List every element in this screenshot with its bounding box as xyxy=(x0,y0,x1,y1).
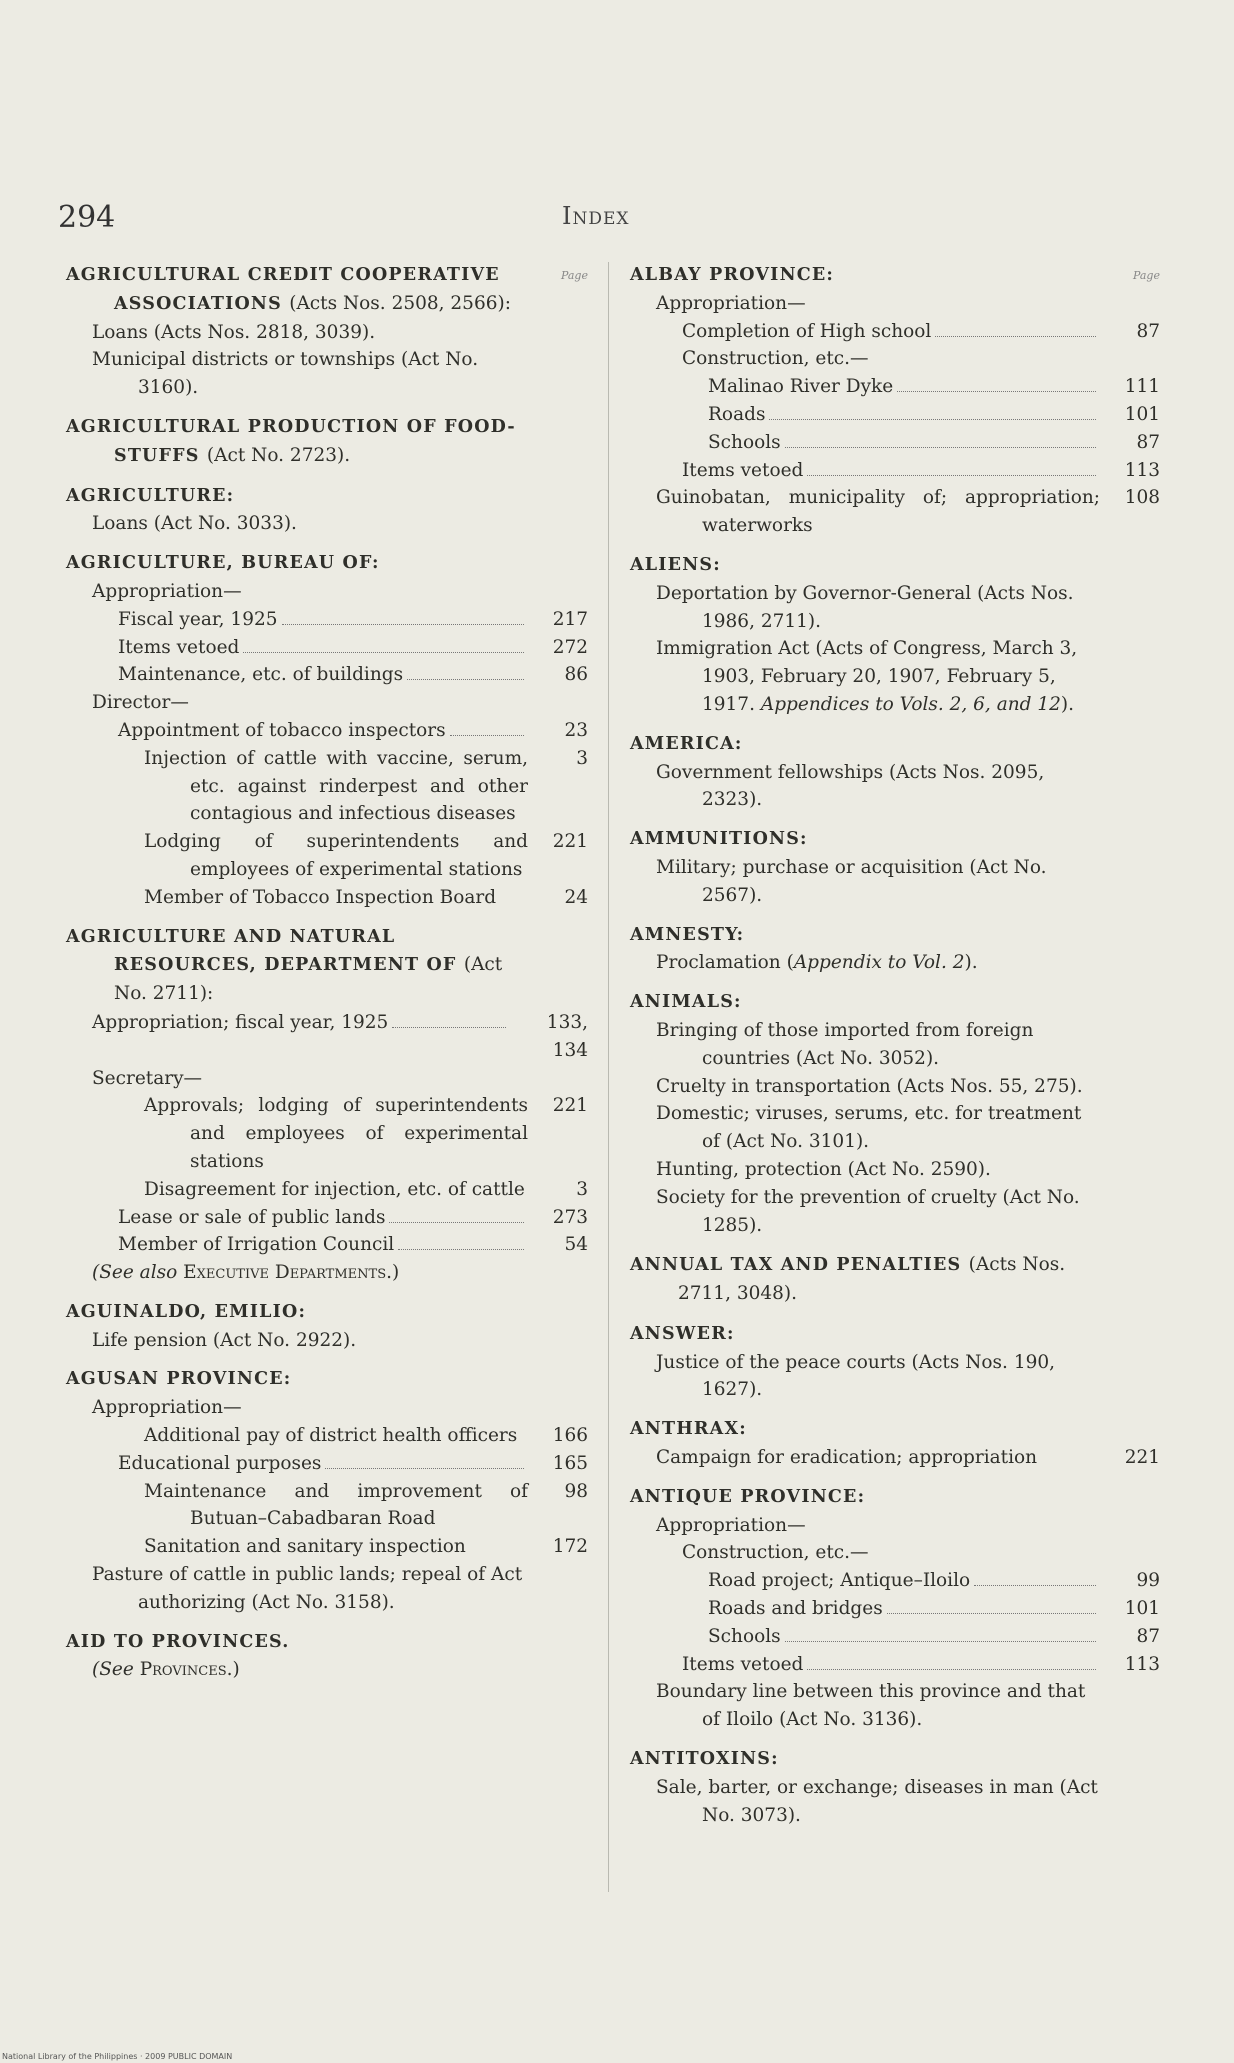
subentry: Society for the prevention of cruelty (Act No. 1285). xyxy=(656,1186,1080,1236)
headword: AGRICULTURE: xyxy=(66,485,235,506)
headword: AMNESTY: xyxy=(630,924,745,945)
subentry-row: Maintenance, etc. of buildings 86 xyxy=(118,664,588,686)
page-label-right: Page xyxy=(1132,269,1160,282)
headword: AMMUNITIONS: xyxy=(630,829,808,850)
headword: ANTIQUE PROVINCE: xyxy=(630,1486,866,1507)
index-entry xyxy=(66,1366,588,1616)
subentry: Proclamation (Appendix to Vol. 2). xyxy=(656,952,978,974)
subentry: Director— xyxy=(92,692,189,714)
headword: ALBAY PROVINCE: xyxy=(630,265,835,285)
see-also: (See also Executive Departments.) xyxy=(92,1262,400,1284)
headword: AGRICULTURE AND NATURAL RESOURCES, DEPARTMENT OF (Act No. 2711): xyxy=(66,926,503,1005)
headword: ALIENS: xyxy=(630,554,721,575)
subentry-row: Road project; Antique–Iloilo 99 xyxy=(708,1570,1160,1592)
subentry-row: Appropriation; fiscal year, 1925 133, 134 xyxy=(92,1011,588,1061)
subentry: Sale, barter, or exchange; diseases in man (Act No. 3073). xyxy=(656,1776,1098,1826)
subentry: Cruelty in transportation (Acts Nos. 55, 275). xyxy=(656,1075,1083,1097)
index-entry xyxy=(66,1629,588,1685)
subentry: Municipal districts or townships (Act No. 3160). xyxy=(92,349,479,399)
headword: AID TO PROVINCES. xyxy=(66,1631,290,1652)
headword: AGUSAN PROVINCE: xyxy=(66,1369,292,1390)
subentry-row: Campaign for eradication; appropriation 221 xyxy=(656,1447,1160,1469)
page-number: 294 xyxy=(58,200,116,235)
index-entry xyxy=(630,552,1160,719)
subentry-row: Educational purposes 165 xyxy=(118,1452,588,1474)
index-entry xyxy=(630,922,1160,978)
subentry-row: Roads and bridges 101 xyxy=(708,1598,1160,1620)
subentry: Life pension (Act No. 2922). xyxy=(92,1329,357,1351)
index-entry xyxy=(66,262,588,402)
headword: AMERICA: xyxy=(630,733,743,754)
headword: AGUINALDO, EMILIO: xyxy=(66,1301,307,1322)
subentry-row: Injection of cattle with vaccine, serum, etc. against rinderpest and other contagious and infectious diseases 3 xyxy=(144,747,588,825)
index-entry xyxy=(66,924,588,1287)
index-entry xyxy=(66,483,588,539)
index-entry xyxy=(630,1416,1160,1472)
subentry-row: Items vetoed 113 xyxy=(682,1653,1160,1675)
subentry: Appropriation— xyxy=(656,292,806,314)
subentry-row: Approvals; lodging of superintendents and employees of experimental stations 221 xyxy=(144,1095,588,1172)
subentry: Domestic; viruses, serums, etc. for treatment of (Act No. 3101). xyxy=(656,1103,1082,1153)
headword: ANTITOXINS: xyxy=(630,1749,779,1770)
subentry: Immigration Act (Acts of Congress, March 3, 1903, February 20, 1907, February 5, 1917. Appendices to Vols. 2, 6, and 12). xyxy=(656,638,1078,715)
index-entry xyxy=(630,1321,1160,1404)
headword: ANIMALS: xyxy=(630,992,742,1013)
subentry: Military; purchase or acquisition (Act No. 2567). xyxy=(656,856,1047,906)
column-divider xyxy=(608,262,609,1892)
headword: AGRICULTURAL PRODUCTION OF FOOD-STUFFS (Act No. 2723). xyxy=(66,416,516,466)
index-entry xyxy=(66,1299,588,1355)
subentry-row: Completion of High school 87 xyxy=(682,320,1160,342)
index-entry xyxy=(66,414,588,471)
subentry: Appropriation— xyxy=(92,580,242,602)
subentry: Hunting, protection (Act No. 2590). xyxy=(656,1158,991,1180)
subentry: Construction, etc.— xyxy=(682,1542,869,1564)
subentry-row: Appointment of tobacco inspectors 23 xyxy=(118,719,588,741)
index-entry xyxy=(630,262,1160,540)
subentry: Appropriation— xyxy=(92,1397,242,1419)
headword: AGRICULTURAL CREDIT COOPERATIVE ASSOCIATIONS (Acts Nos. 2508, 2566): xyxy=(66,265,511,314)
subentry-row: Roads 101 xyxy=(708,403,1160,425)
subentry-row: Items vetoed 113 xyxy=(682,459,1160,481)
subentry-row: Member of Irrigation Council 54 xyxy=(118,1234,588,1256)
see-also: (See Provinces.) xyxy=(92,1659,240,1681)
subentry: Secretary— xyxy=(92,1067,203,1089)
index-entry xyxy=(66,550,588,911)
subentry-row: Disagreement for injection, etc. of cattle 3 xyxy=(144,1178,588,1200)
subentry-row: Fiscal year, 1925 217 xyxy=(118,608,588,630)
index-entry xyxy=(630,1484,1160,1734)
subentry: Loans (Acts Nos. 2818, 3039). xyxy=(92,321,376,343)
headword: AGRICULTURE, BUREAU OF: xyxy=(66,553,380,574)
subentry: Appropriation— xyxy=(656,1514,806,1536)
subentry-row: Member of Tobacco Inspection Board 24 xyxy=(144,886,588,908)
right-column xyxy=(630,262,1160,1841)
subentry: Construction, etc.— xyxy=(682,348,869,370)
headword: ANTHRAX: xyxy=(630,1419,747,1440)
subentry-row: Guinobatan, municipality of; appropriation; waterworks 108 xyxy=(656,487,1160,537)
subentry-row: Items vetoed 272 xyxy=(118,636,588,658)
subentry: Government fellowships (Acts Nos. 2095, 2323). xyxy=(656,761,1045,811)
subentry-row: Additional pay of district health officers 166 xyxy=(144,1425,588,1447)
subentry-row: Sanitation and sanitary inspection 172 xyxy=(144,1536,588,1558)
subentry-row: Lodging of superintendents and employees of experimental stations 221 xyxy=(144,831,588,880)
left-column xyxy=(66,262,588,1696)
subentry: Deportation by Governor-General (Acts Nos. 1986, 2711). xyxy=(656,582,1074,632)
subentry-row: Schools 87 xyxy=(708,1625,1160,1647)
subentry: Boundary line between this province and that of Iloilo (Act No. 3136). xyxy=(656,1681,1086,1731)
index-entry xyxy=(630,1746,1160,1829)
headword: ANSWER: xyxy=(630,1323,735,1344)
subentry: Justice of the peace courts (Acts Nos. 190, 1627). xyxy=(656,1351,1056,1401)
scan-footer: National Library of the Philippines · 2009 PUBLIC DOMAIN xyxy=(2,2052,233,2061)
page-label-left: Page xyxy=(560,269,588,282)
subentry-row: Malinao River Dyke 111 xyxy=(708,376,1160,398)
subentry: Pasture of cattle in public lands; repeal of Act authorizing (Act No. 3158). xyxy=(92,1564,523,1613)
index-entry xyxy=(630,731,1160,814)
index-entry xyxy=(630,826,1160,909)
index-entry xyxy=(630,989,1160,1239)
subentry: Loans (Act No. 3033). xyxy=(92,513,297,535)
headword: ANNUAL TAX AND PENALTIES (Acts Nos. 2711, 3048). xyxy=(630,1254,1066,1305)
subentry-row: Schools 87 xyxy=(708,431,1160,453)
page-title: Index xyxy=(562,202,630,230)
index-entry xyxy=(630,1251,1160,1309)
subentry-row: Maintenance and improvement of Butuan–Cabadbaran Road 98 xyxy=(144,1480,588,1530)
subentry: Bringing of those imported from foreign countries (Act No. 3052). xyxy=(656,1019,1034,1069)
subentry-row: Lease or sale of public lands 273 xyxy=(118,1206,588,1228)
